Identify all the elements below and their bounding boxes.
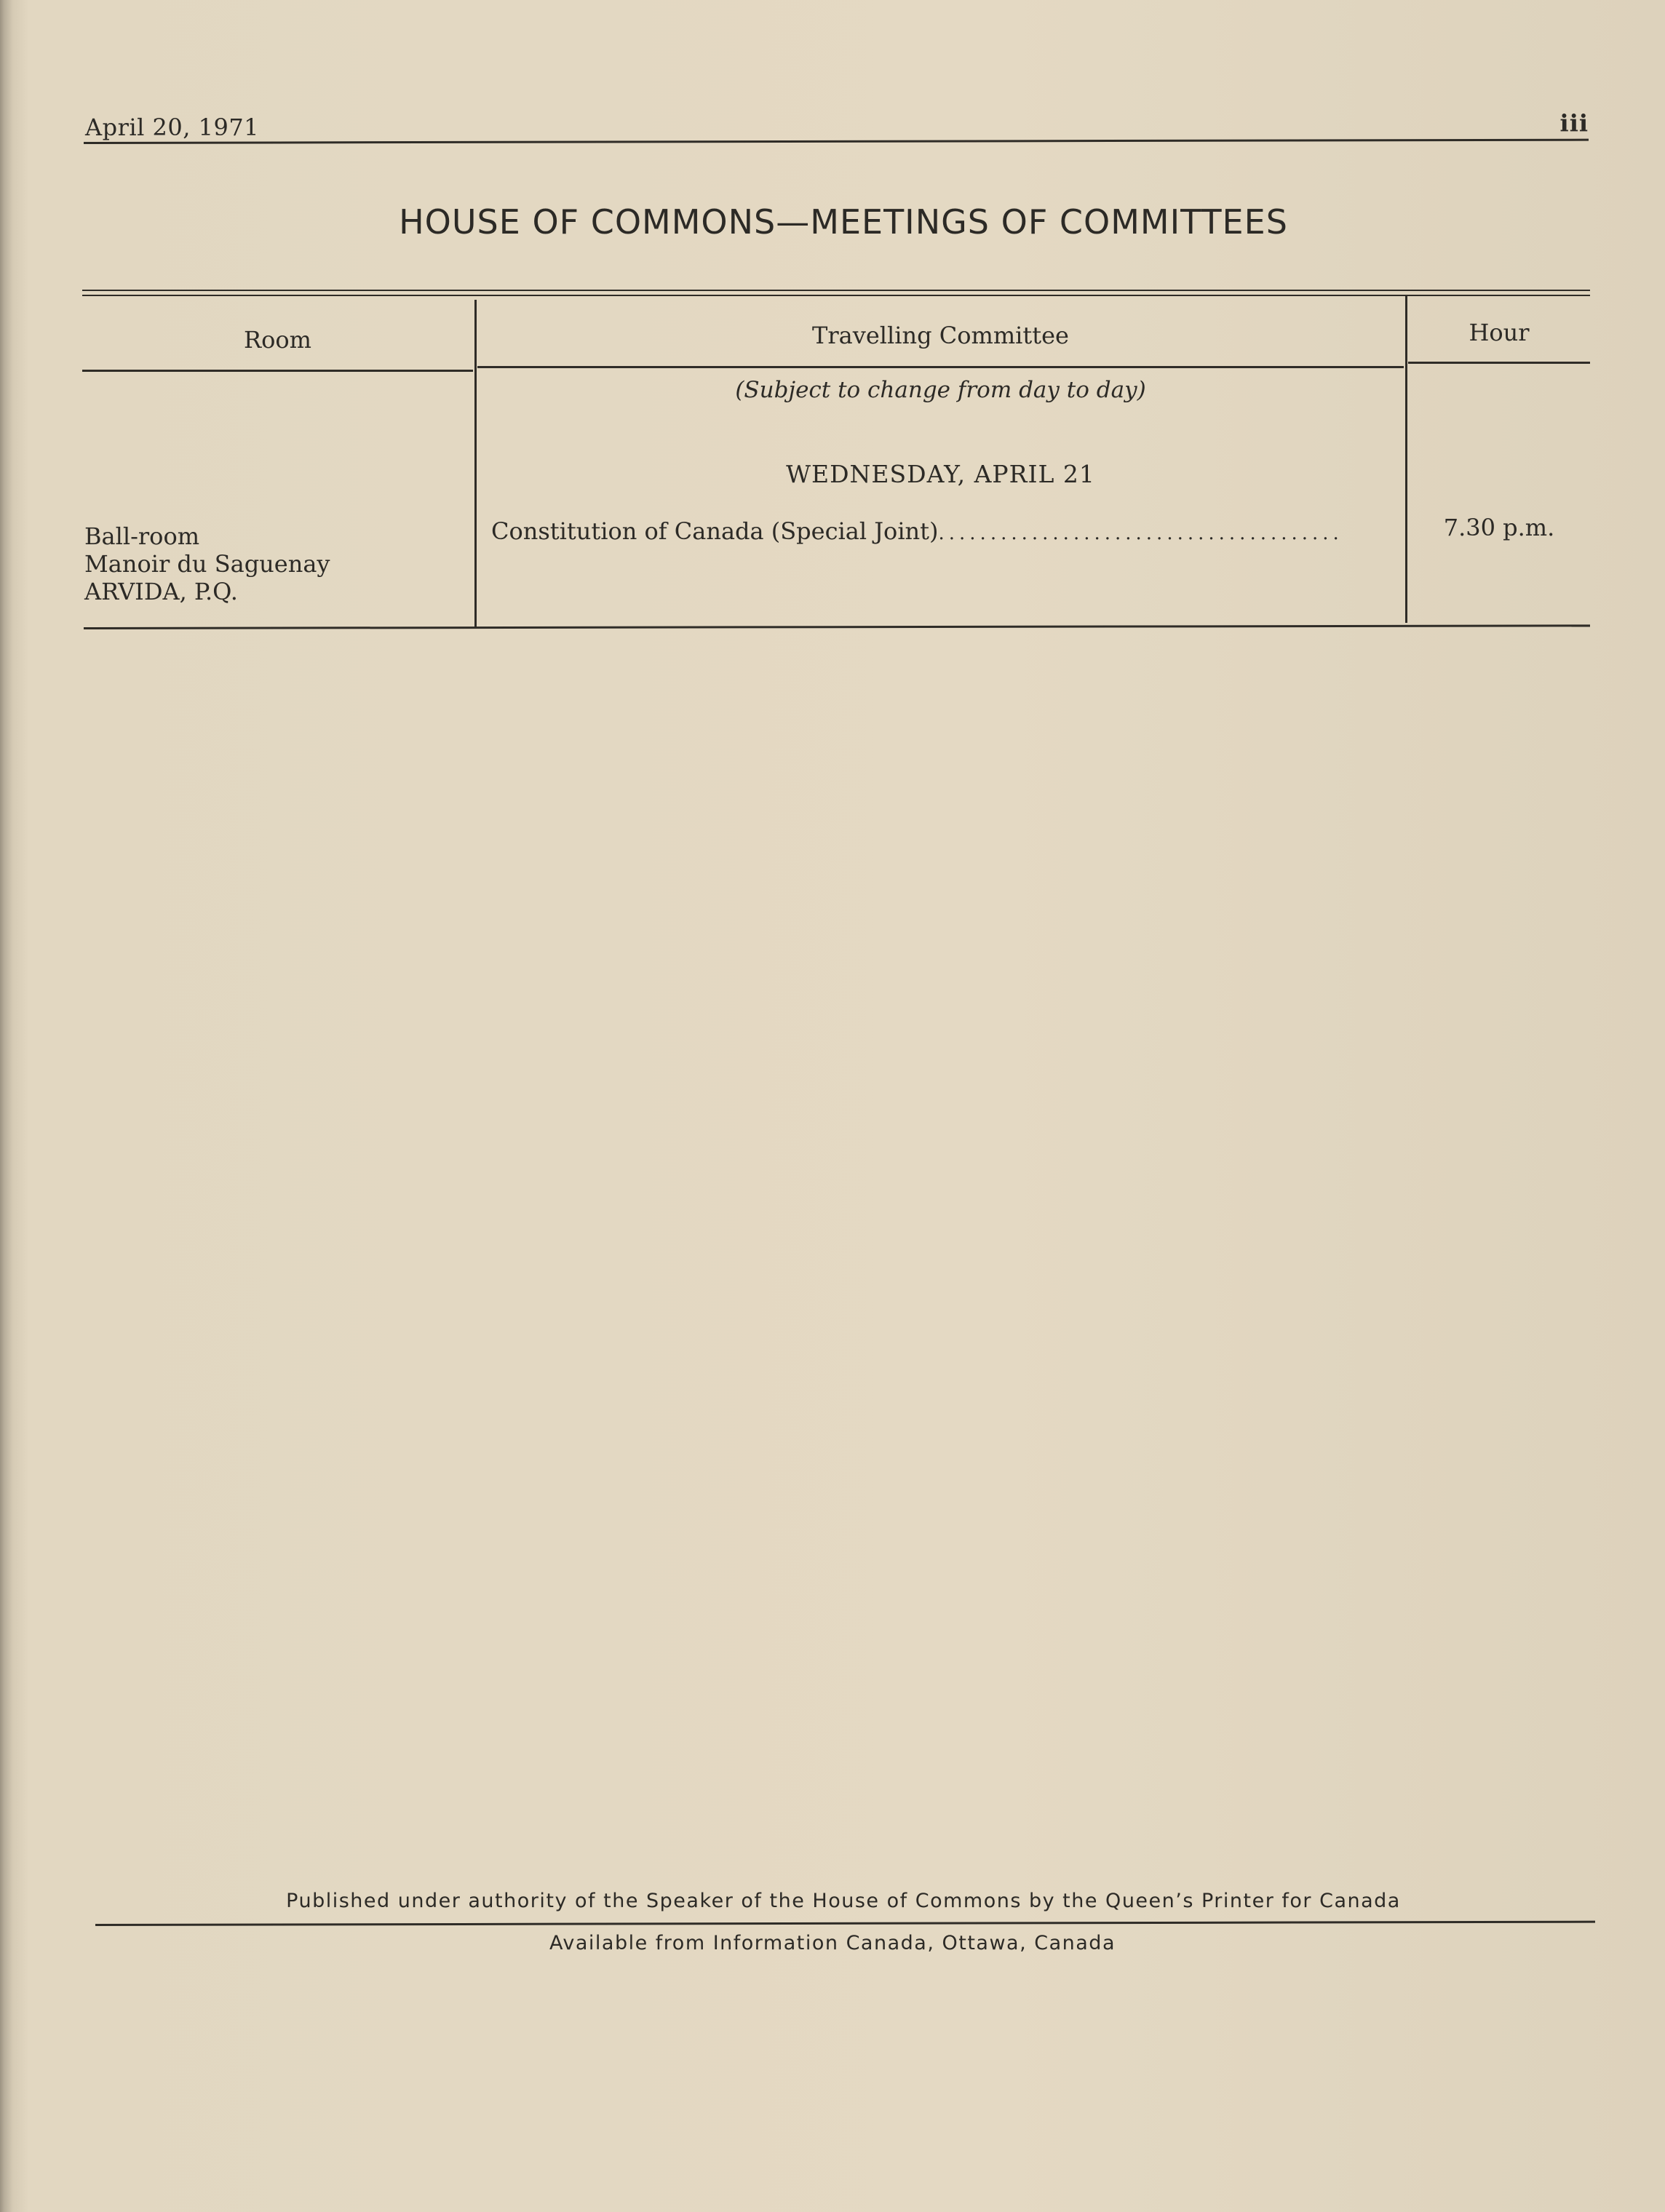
column-header-hour: Hour (1469, 319, 1530, 346)
room-name: Ball-room (84, 522, 200, 550)
table-row (491, 517, 1390, 545)
room-building: Manoir du Saguenay (84, 550, 330, 578)
dot-leader: ....................................... (938, 522, 1343, 544)
room-city: ARVIDA, P.Q. (84, 578, 238, 605)
table-bottom-rule (84, 624, 1590, 629)
column-header-room: Room (244, 326, 311, 354)
page-number: iii (1559, 109, 1589, 137)
committee-name: Constitution of Canada (Special Joint) (491, 517, 939, 545)
room-header-rule (82, 370, 473, 372)
table-top-rule (82, 290, 1590, 291)
footer-rule (95, 1921, 1595, 1926)
day-heading: WEDNESDAY, APRIL 21 (786, 460, 1095, 488)
table-top-rule-inner (82, 295, 1590, 296)
hour-header-rule (1408, 362, 1590, 364)
header-rule (84, 139, 1589, 144)
publisher-note: Published under authority of the Speaker of the House of Commons by the Queen’s Printer for Canada (286, 1890, 1401, 1912)
committee-header-rule (477, 366, 1404, 368)
availability-note: Available from Information Canada, Ottawa, Canada (549, 1932, 1116, 1954)
meeting-hour: 7.30 p.m. (1443, 514, 1555, 541)
column-divider-hour (1405, 295, 1407, 623)
page-title: HOUSE OF COMMONS—MEETINGS OF COMMITTEES (399, 202, 1288, 242)
header-date: April 20, 1971 (85, 114, 260, 141)
column-header-committee: Travelling Committee (812, 322, 1069, 349)
subject-note: (Subject to change from day to day) (735, 377, 1146, 403)
